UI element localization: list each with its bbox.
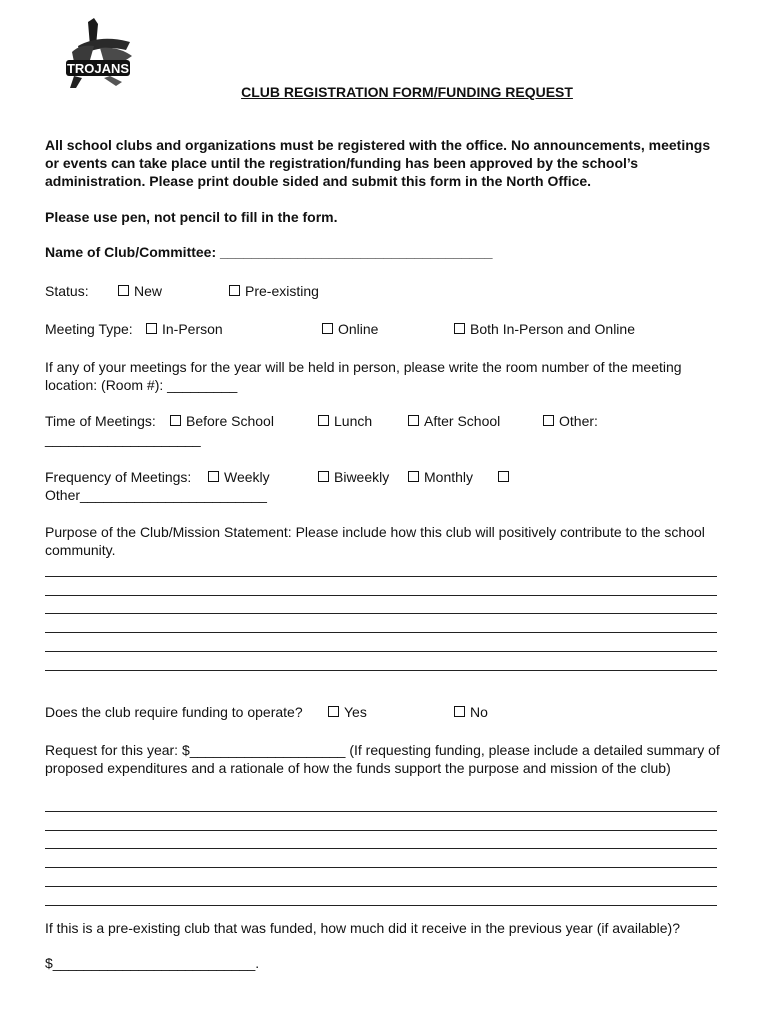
answer-line[interactable] [45, 812, 717, 831]
checkbox-icon [498, 471, 509, 482]
status-preexisting-label: Pre-existing [245, 283, 319, 299]
time-other-field[interactable]: ____________________ [45, 431, 201, 447]
funding-no-label: No [470, 704, 488, 720]
frequency-label: Frequency of Meetings: [45, 469, 192, 485]
time-other-label: Other: [559, 413, 598, 429]
checkbox-icon [146, 323, 157, 334]
checkbox-icon [543, 415, 554, 426]
answer-line[interactable] [45, 887, 717, 906]
time-other-checkbox[interactable] [543, 413, 598, 429]
checkbox-icon [328, 706, 339, 717]
checkbox-icon [208, 471, 219, 482]
answer-line[interactable] [45, 868, 717, 887]
meeting-both-label: Both In-Person and Online [470, 321, 635, 337]
status-label: Status: [45, 283, 89, 299]
status-row [45, 283, 89, 299]
purpose-prompt: Purpose of the Club/Mission Statement: Please include how this club will positively contribute to the school community. [45, 524, 705, 558]
meeting-online-label: Online [338, 321, 379, 337]
frequency-monthly-checkbox[interactable] [408, 469, 473, 485]
trojans-logo [60, 16, 136, 92]
funding-yes-label: Yes [344, 704, 367, 720]
answer-line[interactable] [45, 633, 717, 652]
club-name-field[interactable]: Name of Club/Committee: ___________________________________ [45, 244, 493, 260]
funding-required-label: Does the club require funding to operate? [45, 704, 303, 720]
intro-text: All school clubs and organizations must be registered with the office. No announcements, meetings or events can take place until the registration/funding has been approved by the school’s administration. Please print double sided and submit this form in the North Office. [45, 137, 711, 189]
purpose-lines[interactable] [45, 558, 717, 671]
status-new-label: New [134, 283, 163, 299]
time-label: Time of Meetings: [45, 413, 156, 429]
answer-line[interactable] [45, 793, 717, 812]
time-lunch-checkbox[interactable] [318, 413, 372, 429]
answer-line[interactable] [45, 831, 717, 850]
meeting-online-checkbox[interactable] [322, 321, 378, 337]
funding-required-row [45, 704, 303, 720]
frequency-row [45, 469, 191, 485]
logo-text: TROJANS [66, 61, 130, 76]
time-before-school-label: Before School [186, 413, 274, 429]
frequency-monthly-label: Monthly [424, 469, 474, 485]
answer-line[interactable] [45, 596, 717, 615]
form-title: CLUB REGISTRATION FORM/FUNDING REQUEST [241, 84, 573, 100]
time-before-school-checkbox[interactable] [170, 413, 274, 429]
answer-line[interactable] [45, 577, 717, 596]
time-row [45, 413, 156, 429]
time-after-school-label: After School [424, 413, 501, 429]
meeting-both-checkbox[interactable] [454, 321, 635, 337]
funding-request-field[interactable]: Request for this year: $____________________ (If requesting funding, please include a detailed summary of proposed expenditures and a rationale of how the funds support the purpose and mission of the club) [45, 742, 720, 776]
funding-no-checkbox[interactable] [454, 704, 488, 720]
answer-line[interactable] [45, 558, 717, 577]
checkbox-icon [322, 323, 333, 334]
request-lines[interactable] [45, 793, 717, 906]
frequency-other-field[interactable]: Other________________________ [45, 487, 267, 503]
status-preexisting-checkbox[interactable] [229, 283, 319, 299]
checkbox-icon [318, 471, 329, 482]
checkbox-icon [408, 471, 419, 482]
funding-yes-checkbox[interactable] [328, 704, 367, 720]
answer-line[interactable] [45, 849, 717, 868]
status-new-checkbox[interactable] [118, 283, 162, 299]
answer-line[interactable] [45, 614, 717, 633]
previous-funding-prompt: If this is a pre-existing club that was funded, how much did it receive in the previous year (if available)? [45, 920, 680, 936]
time-after-school-checkbox[interactable] [408, 413, 500, 429]
frequency-weekly-checkbox[interactable] [208, 469, 270, 485]
answer-line[interactable] [45, 652, 717, 671]
checkbox-icon [454, 706, 465, 717]
room-number-field[interactable]: If any of your meetings for the year will be held in person, please write the room number of the meeting location: (Room #): _________ [45, 359, 682, 393]
checkbox-icon [170, 415, 181, 426]
frequency-other-checkbox[interactable] [498, 469, 514, 485]
checkbox-icon [318, 415, 329, 426]
checkbox-icon [118, 285, 129, 296]
checkbox-icon [408, 415, 419, 426]
checkbox-icon [229, 285, 240, 296]
meeting-inperson-label: In-Person [162, 321, 223, 337]
meeting-inperson-checkbox[interactable] [146, 321, 223, 337]
pen-note: Please use pen, not pencil to fill in the form. [45, 209, 338, 225]
meeting-type-row [45, 321, 133, 337]
frequency-weekly-label: Weekly [224, 469, 270, 485]
time-lunch-label: Lunch [334, 413, 373, 429]
frequency-biweekly-label: Biweekly [334, 469, 390, 485]
frequency-biweekly-checkbox[interactable] [318, 469, 389, 485]
previous-amount-field[interactable]: $__________________________. [45, 955, 260, 971]
checkbox-icon [454, 323, 465, 334]
meeting-type-label: Meeting Type: [45, 321, 133, 337]
